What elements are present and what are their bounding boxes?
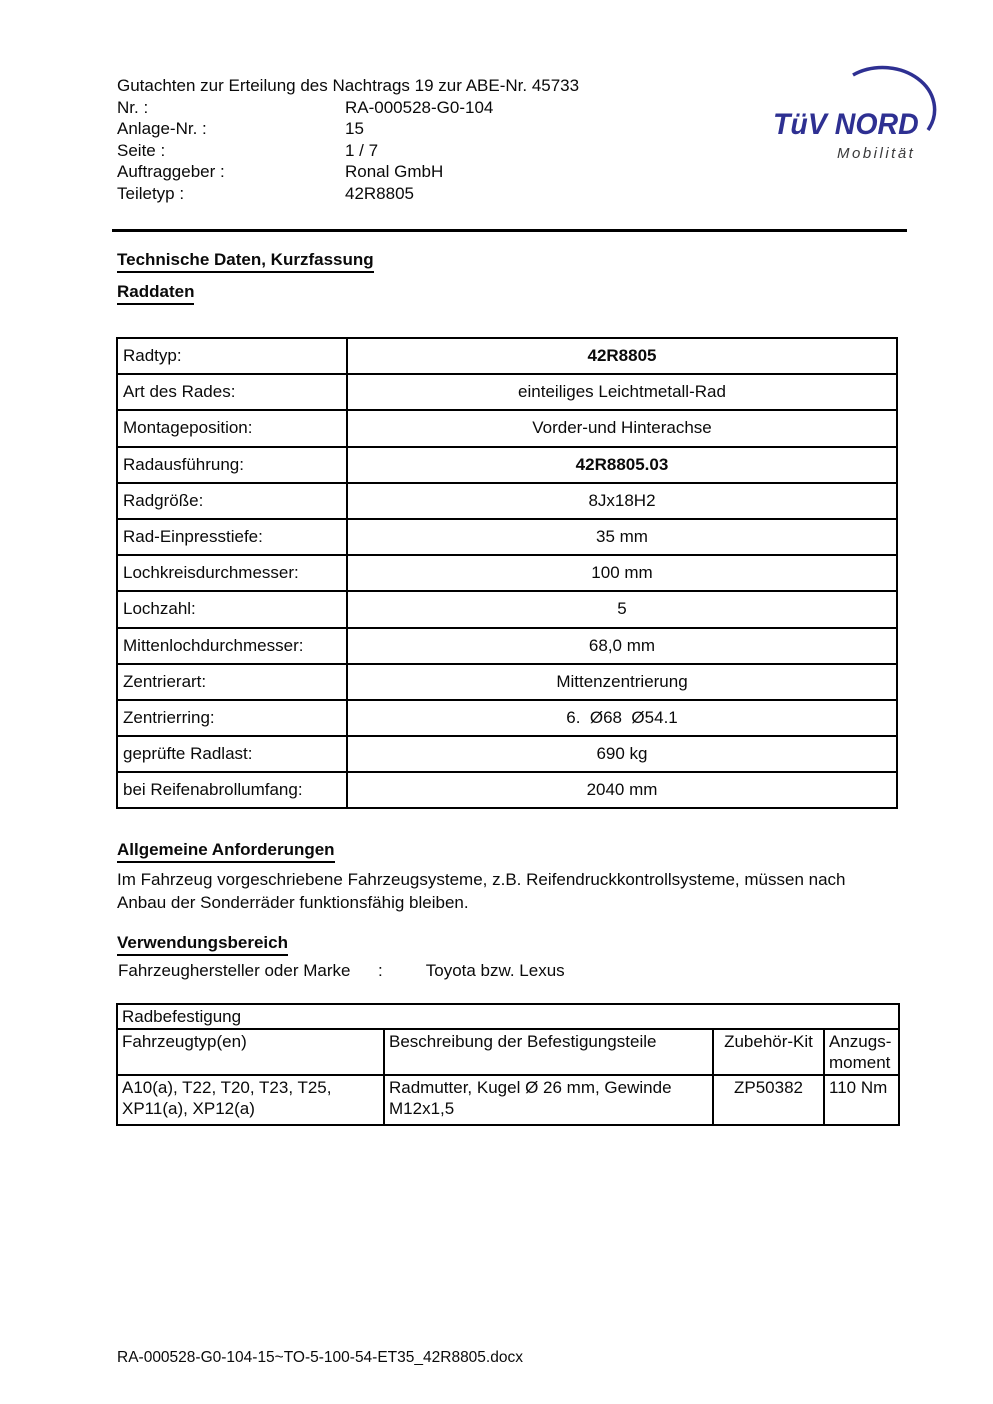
raddaten-value: 5 [347, 591, 897, 627]
fahrzeughersteller-line [118, 961, 565, 981]
field-label-seite: Seite : [117, 140, 166, 160]
raddaten-heading: Raddaten [117, 282, 194, 305]
column-header-zubehoer-kit: Zubehör-Kit [713, 1029, 824, 1075]
header-field-row [117, 97, 579, 119]
raddaten-value: 35 mm [347, 519, 897, 555]
raddaten-value: 42R8805 [347, 338, 897, 374]
column-header-beschreibung: Beschreibung der Befestigungsteile [384, 1029, 713, 1075]
footer-filename: RA-000528-G0-104-15~TO-5-100-54-ET35_42R8805.docx [117, 1349, 523, 1366]
raddaten-value: 2040 mm [347, 772, 897, 808]
raddaten-table [116, 337, 898, 809]
raddaten-label: Lochkreisdurchmesser: [117, 555, 347, 591]
table-header-row [117, 1029, 899, 1075]
raddaten-label: Rad-Einpresstiefe: [117, 519, 347, 555]
allgemeine-anforderungen-heading: Allgemeine Anforderungen [117, 840, 335, 863]
raddaten-label: Zentrierring: [117, 700, 347, 736]
cell-fahrzeugtyp: A10(a), T22, T20, T23, T25, XP11(a), XP12(a) [117, 1075, 384, 1125]
raddaten-value: 6. Ø68 Ø54.1 [347, 700, 897, 736]
cell-beschreibung: Radmutter, Kugel Ø 26 mm, Gewinde M12x1,5 [384, 1075, 713, 1125]
field-label-anlage: Anlage-Nr. : [117, 119, 207, 138]
table-title-row [117, 1004, 899, 1029]
table-row [117, 447, 897, 483]
technical-data-heading: Technische Daten, Kurzfassung [117, 250, 374, 273]
field-value-auftraggeber: Ronal GmbH [345, 162, 444, 181]
header-field-row [117, 161, 579, 183]
table-row [117, 628, 897, 664]
raddaten-value: Vorder-und Hinterachse [347, 410, 897, 446]
radbefestigung-table [116, 1003, 900, 1126]
table-row [117, 555, 897, 591]
raddaten-label: Zentrierart: [117, 664, 347, 700]
table-row [117, 591, 897, 627]
fahrzeughersteller-separator: : [378, 961, 383, 980]
table-row [117, 519, 897, 555]
header-divider-rule [112, 229, 907, 232]
fahrzeughersteller-label: Fahrzeughersteller oder Marke [118, 961, 351, 980]
header-field-row [117, 118, 579, 140]
logo-subtitle: Mobilität [837, 145, 916, 162]
table-row [117, 664, 897, 700]
field-label-teiletyp: Teiletyp : [117, 183, 185, 203]
raddaten-value: Mittenzentrierung [347, 664, 897, 700]
raddaten-label: Lochzahl: [117, 591, 347, 627]
raddaten-label: Montageposition: [117, 410, 347, 446]
radbefestigung-title: Radbefestigung [117, 1004, 899, 1029]
raddaten-label: geprüfte Radlast: [117, 736, 347, 772]
raddaten-label: Mittenlochdurchmesser: [117, 628, 347, 664]
table-row [117, 338, 897, 374]
field-value-anlage: 15 [345, 119, 364, 138]
cell-zubehoer-kit: ZP50382 [713, 1075, 824, 1125]
field-label-auftraggeber: Auftraggeber : [117, 162, 225, 181]
table-row [117, 1075, 899, 1125]
field-value-teiletyp: 42R8805 [345, 183, 415, 203]
raddaten-value: einteiliges Leichtmetall-Rad [347, 374, 897, 410]
column-header-fahrzeugtyp: Fahrzeugtyp(en) [117, 1029, 384, 1075]
cell-anzugsmoment: 110 Nm [824, 1075, 899, 1125]
table-row [117, 772, 897, 808]
header-field-row [117, 140, 579, 162]
column-header-anzugsmoment: Anzugs-moment [824, 1029, 899, 1075]
table-row [117, 483, 897, 519]
raddaten-value: 8Jx18H2 [347, 483, 897, 519]
raddaten-value: 100 mm [347, 555, 897, 591]
field-label-nr: Nr. : [117, 97, 149, 117]
header-block [117, 75, 579, 204]
table-row [117, 374, 897, 410]
tuev-nord-logo [745, 50, 955, 172]
raddaten-label: Radausführung: [117, 447, 347, 483]
header-field-row [117, 183, 579, 205]
logo-wordmark: TüV NORD [773, 108, 919, 141]
raddaten-value: 690 kg [347, 736, 897, 772]
field-value-seite: 1 / 7 [345, 140, 379, 160]
raddaten-label: bei Reifenabrollumfang: [117, 772, 347, 808]
raddaten-value: 68,0 mm [347, 628, 897, 664]
field-value-nr: RA-000528-G0-104 [345, 97, 494, 117]
raddaten-label: Radtyp: [117, 338, 347, 374]
allgemeine-anforderungen-text: Im Fahrzeug vorgeschriebene Fahrzeugsysteme, z.B. Reifendruckkontrollsysteme, müssen nach Anbau der Sonderräder funktionsfähig bleiben. [117, 870, 846, 912]
fahrzeughersteller-value: Toyota bzw. Lexus [425, 961, 565, 980]
verwendungsbereich-heading: Verwendungsbereich [117, 933, 288, 956]
table-row [117, 736, 897, 772]
table-row [117, 410, 897, 446]
document-title: Gutachten zur Erteilung des Nachtrags 19 zur ABE-Nr. 45733 [117, 76, 580, 95]
raddaten-value: 42R8805.03 [347, 447, 897, 483]
raddaten-label: Radgröße: [117, 483, 347, 519]
raddaten-label: Art des Rades: [117, 374, 347, 410]
table-row [117, 700, 897, 736]
